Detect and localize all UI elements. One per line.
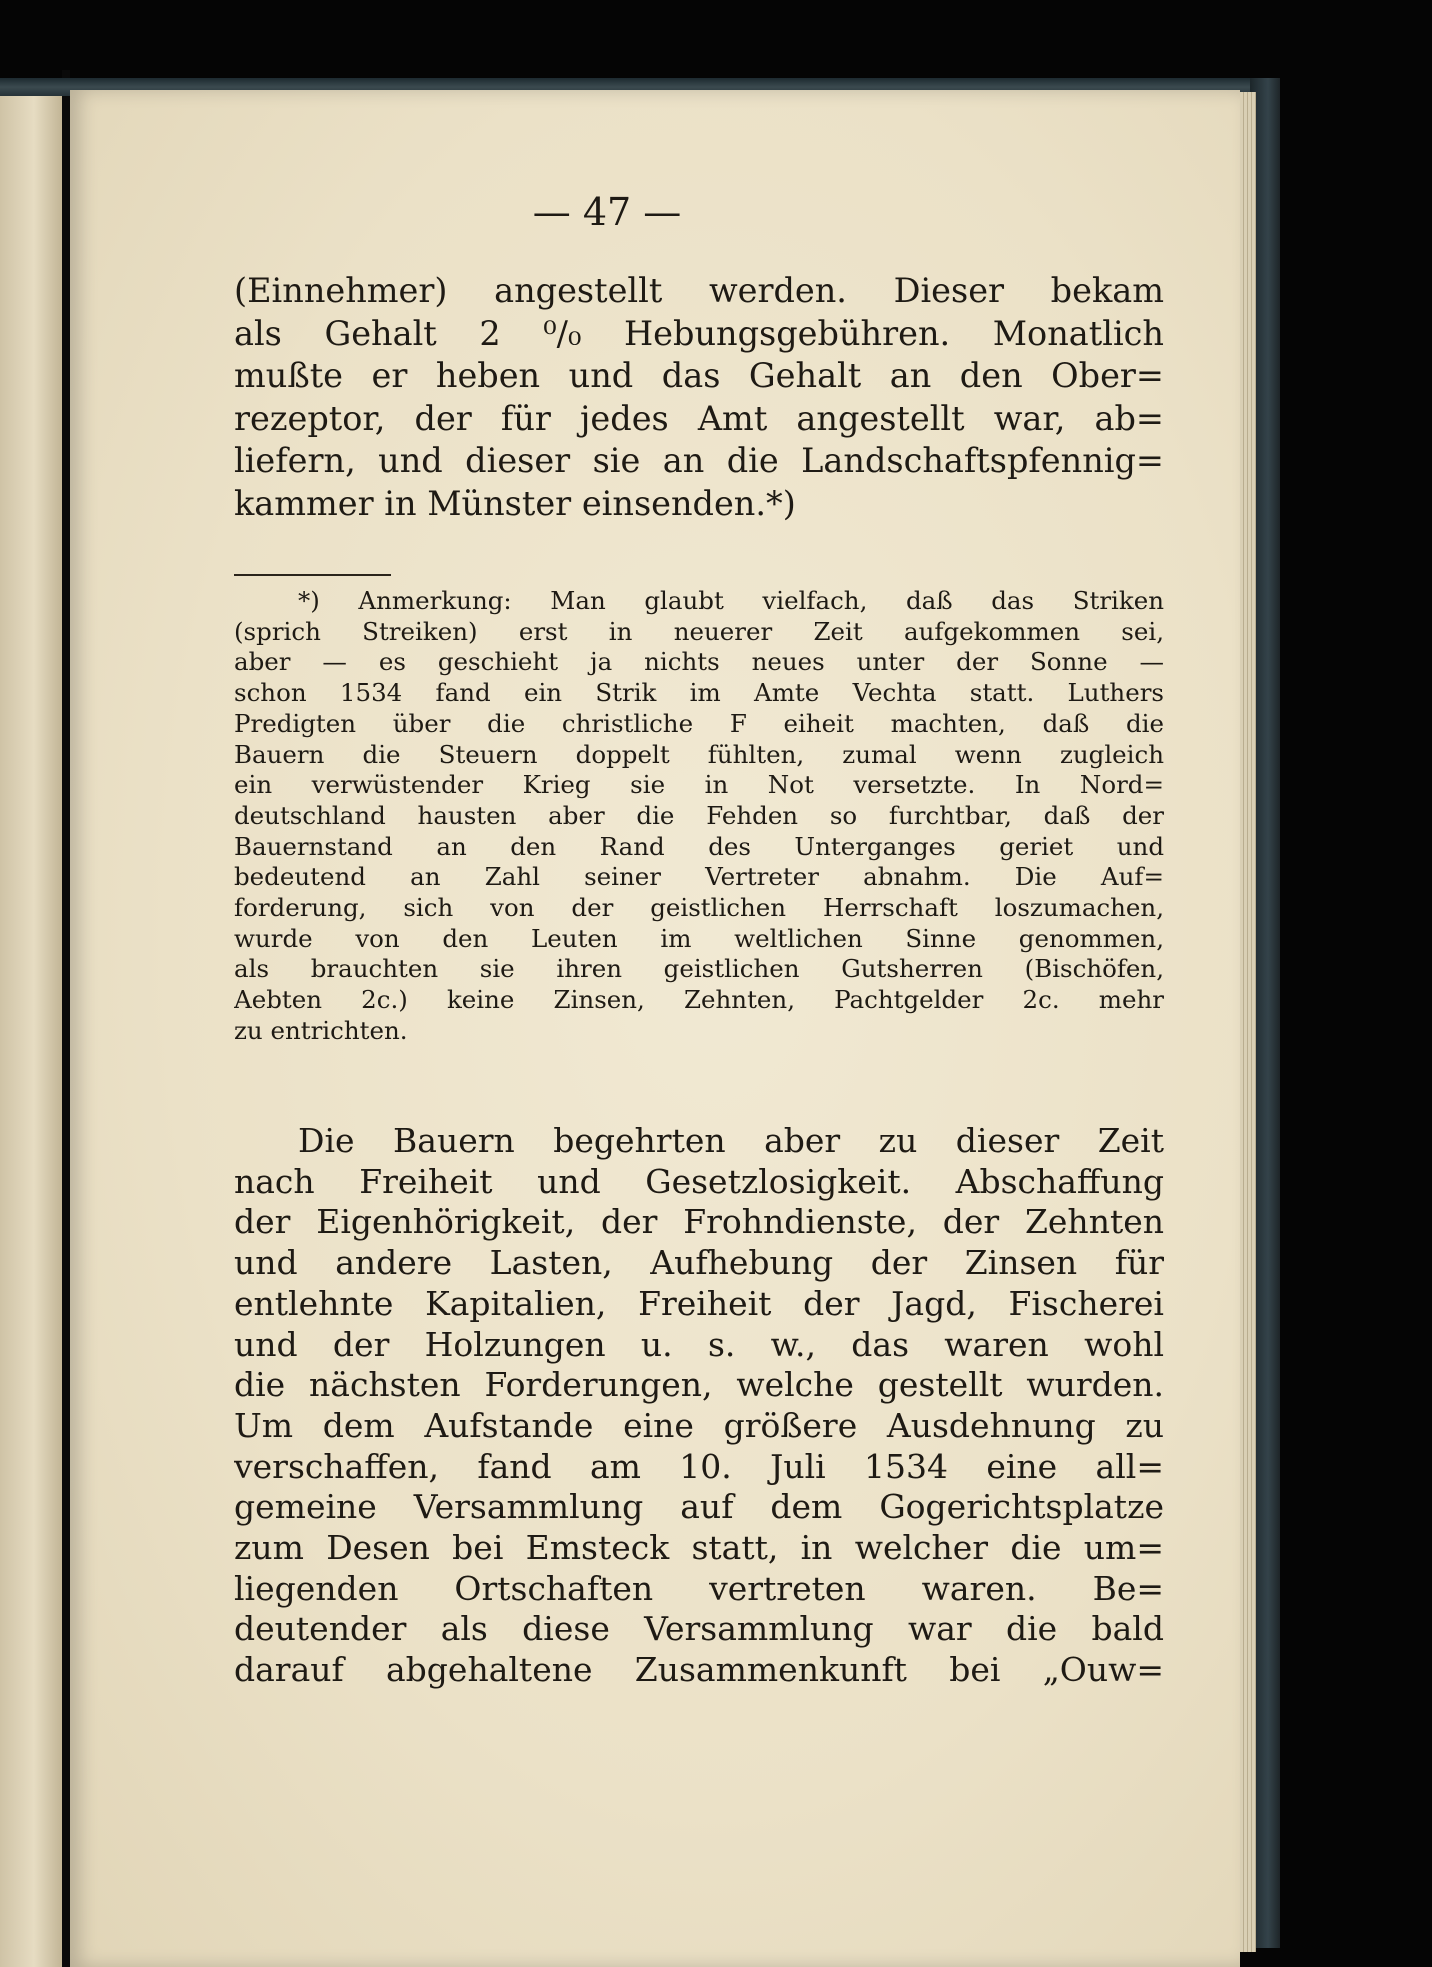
text-line: liegenden Ortschaften vertreten waren. Be= [234,1568,1164,1608]
text-line: und andere Lasten, Aufhebung der Zinsen für [234,1243,1164,1283]
footnote-line: wurde von den Leuten im weltlichen Sinne genommen, [234,923,1164,953]
page-number: — 47 — [532,190,682,234]
text-line: zum Desen bei Emsteck statt, in welcher die um= [234,1528,1164,1568]
footnote-line: aber — es geschieht ja nichts neues unter der Sonne — [234,647,1164,677]
text-line: der Eigenhörigkeit, der Frohndienste, der Zehnten [234,1202,1164,1242]
footnote-line: Aebten 2c.) keine Zinsen, Zehnten, Pachtgelder 2c. mehr [234,985,1164,1015]
text-line: liefern, und dieser sie an die Landschaftspfennig= [234,441,1164,481]
text-line: nach Freiheit und Gesetzlosigkeit. Abschaffung [234,1161,1164,1201]
text-line: gemeine Versammlung auf dem Gogerichtsplatze [234,1487,1164,1527]
footnote [234,586,1164,1047]
text-line: als Gehalt 2 ⁰/₀ Hebungsgebühren. Monatlich [234,313,1164,353]
book-gutter [62,70,70,1967]
footnote-line: deutschland hausten aber die Fehden so furchtbar, daß der [234,800,1164,830]
paragraph-bottom [234,1121,1164,1691]
footnote-line: Bauern die Steuern doppelt fühlten, zumal wenn zugleich [234,739,1164,769]
text-line: (Einnehmer) angestellt werden. Dieser bekam [234,271,1164,310]
footnote-separator [234,574,391,576]
paragraph-top [234,270,1164,526]
footnote-line: *) Anmerkung: Man glaubt vielfach, daß das Striken [298,586,1164,615]
footnote-line: ein verwüstender Krieg sie in Not versetzte. In Nord= [234,770,1164,800]
text-line: entlehnte Kapitalien, Freiheit der Jagd, Fischerei [234,1283,1164,1323]
footnote-line: Predigten über die christliche F eiheit machten, daß die [234,708,1164,738]
facing-page-edge [0,88,62,1967]
text-line: rezeptor, der für jedes Amt angestellt war, ab= [234,398,1164,438]
book-page [70,90,1240,1967]
footnote-line: forderung, sich von der geistlichen Herrschaft loszumachen, [234,893,1164,923]
text-line: darauf abgehaltene Zusammenkunft bei „Ouw= [234,1650,1164,1690]
text-line: Die Bauern begehrten aber zu dieser Zeit [298,1121,1164,1160]
text-line: und der Holzungen u. s. w., das waren wohl [234,1324,1164,1364]
footnote-line: zu entrichten. [234,1015,408,1045]
footnote-line: Bauernstand an den Rand des Unterganges geriet und [234,831,1164,861]
text-line: die nächsten Forderungen, welche gestellt wurden. [234,1365,1164,1405]
footnote-line: als brauchten sie ihren geistlichen Gutsherren (Bischöfen, [234,954,1164,984]
footnote-line: (sprich Streiken) erst in neuerer Zeit aufgekommen sei, [234,616,1164,646]
text-line: kammer in Münster einsenden.*) [234,483,796,523]
text-line: Um dem Aufstande eine größere Ausdehnung zu [234,1405,1164,1445]
footnote-line: schon 1534 fand ein Strik im Amte Vechta statt. Luthers [234,678,1164,708]
footnote-line: bedeutend an Zahl seiner Vertreter abnahm. Die Auf= [234,862,1164,892]
text-line: verschaffen, fand am 10. Juli 1534 eine all= [234,1446,1164,1486]
text-line: mußte er heben und das Gehalt an den Ober= [234,356,1164,396]
text-line: deutender als diese Versammlung war die bald [234,1609,1164,1649]
